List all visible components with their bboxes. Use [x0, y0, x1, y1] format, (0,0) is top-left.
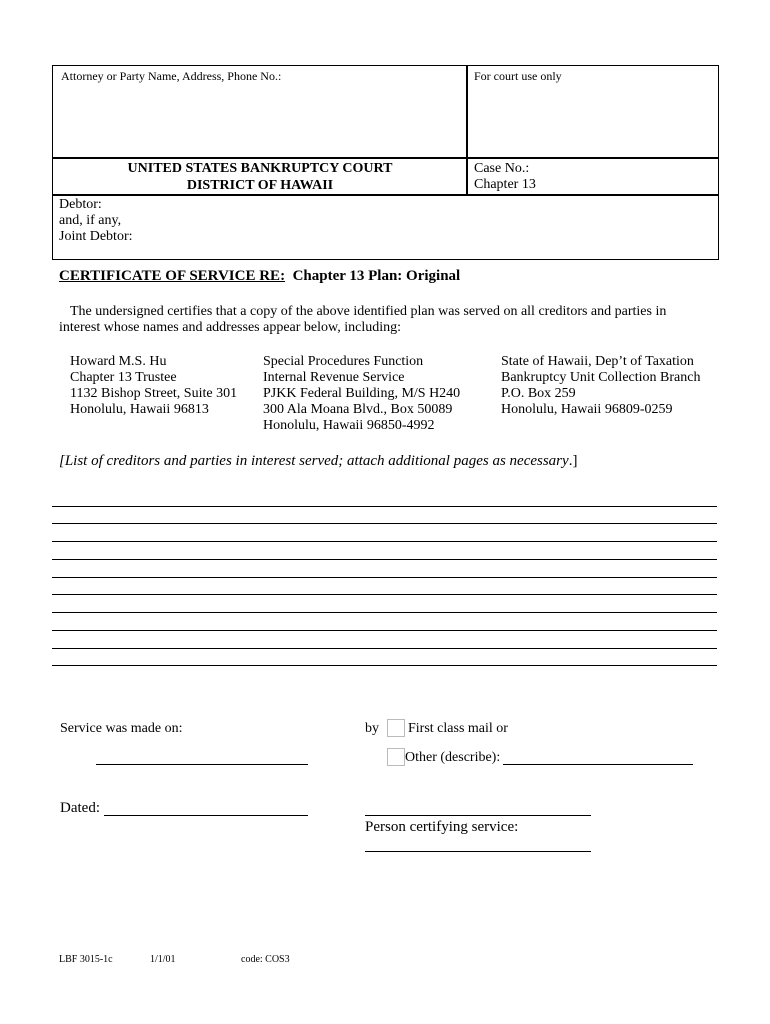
address-state-taxation	[501, 354, 700, 418]
address-line: Honolulu, Hawaii 96813	[70, 402, 209, 417]
address-trustee	[70, 354, 237, 418]
address-line: Special Procedures Function	[263, 354, 424, 369]
creditor-line[interactable]	[52, 541, 717, 542]
debtor-box	[52, 194, 719, 260]
creditor-line[interactable]	[52, 648, 717, 649]
other-checkbox[interactable]	[387, 748, 405, 766]
person-certifying-label: Person certifying service:	[365, 819, 519, 835]
intro-line-2: interest whose names and addresses appear below, including:	[59, 320, 401, 335]
joint-debtor-label: Joint Debtor:	[59, 229, 133, 244]
creditor-line[interactable]	[52, 612, 717, 613]
address-line: 1132 Bishop Street, Suite 301	[70, 386, 238, 401]
address-line: Bankruptcy Unit Collection Branch	[501, 370, 701, 385]
footer-date: 1/1/01	[150, 954, 176, 965]
court-name-box	[52, 157, 468, 196]
creditor-line[interactable]	[52, 577, 717, 578]
address-irs	[263, 354, 460, 434]
list-instruction	[59, 453, 577, 470]
creditor-line[interactable]	[52, 630, 717, 631]
footer-form-code: LBF 3015-1c	[59, 954, 113, 965]
address-line: State of Hawaii, Dep’t of Taxation	[501, 354, 694, 369]
chapter-label: Chapter 13	[474, 177, 536, 192]
footer-code: code: COS3	[241, 954, 290, 965]
address-line: PJKK Federal Building, M/S H240	[263, 386, 461, 401]
signature-line[interactable]	[365, 815, 591, 816]
other-describe-label: Other (describe):	[405, 750, 501, 765]
certificate-title-main: CERTIFICATE OF SERVICE RE:	[59, 268, 286, 284]
certificate-title	[59, 268, 460, 285]
address-line: Honolulu, Hawaii 96850-4992	[263, 418, 435, 433]
court-use-box	[466, 65, 719, 159]
court-use-label: For court use only	[474, 69, 562, 83]
printed-name-line[interactable]	[365, 851, 591, 852]
creditor-line[interactable]	[52, 523, 717, 524]
list-instruction-text: [List of creditors and parties in interest served; attach additional pages as necessary	[59, 453, 569, 469]
intro-line-1: The undersigned certifies that a copy of the above identified plan was served on all creditors and parties in	[70, 304, 667, 319]
creditor-line[interactable]	[52, 506, 717, 507]
creditor-line[interactable]	[52, 559, 717, 560]
attorney-label: Attorney or Party Name, Address, Phone No.:	[61, 69, 282, 83]
district-name: DISTRICT OF HAWAII	[186, 178, 334, 193]
creditor-line[interactable]	[52, 594, 717, 595]
creditor-line[interactable]	[52, 665, 717, 666]
address-line: P.O. Box 259	[501, 386, 576, 401]
address-line: Honolulu, Hawaii 96809-0259	[501, 402, 673, 417]
and-if-any-label: and, if any,	[59, 213, 122, 228]
by-label: by	[365, 721, 379, 736]
list-instruction-end: .]	[568, 453, 578, 469]
dated-line[interactable]	[104, 815, 308, 816]
debtor-label: Debtor:	[59, 197, 102, 212]
address-line: Internal Revenue Service	[263, 370, 405, 385]
service-made-on-label: Service was made on:	[60, 721, 183, 736]
case-no-label: Case No.:	[474, 161, 530, 176]
first-class-mail-label: First class mail or	[408, 721, 508, 736]
other-describe-line[interactable]	[503, 764, 693, 765]
certificate-title-sub: Chapter 13 Plan: Original	[292, 268, 461, 284]
first-class-mail-checkbox[interactable]	[387, 719, 405, 737]
dated-label: Dated:	[60, 800, 100, 816]
address-line: Chapter 13 Trustee	[70, 370, 177, 385]
address-line: Howard M.S. Hu	[70, 354, 167, 369]
service-date-line[interactable]	[96, 764, 308, 765]
case-no-box	[466, 157, 719, 196]
court-name: UNITED STATES BANKRUPTCY COURT	[127, 161, 393, 176]
attorney-box	[52, 65, 468, 159]
address-line: 300 Ala Moana Blvd., Box 50089	[263, 402, 453, 417]
